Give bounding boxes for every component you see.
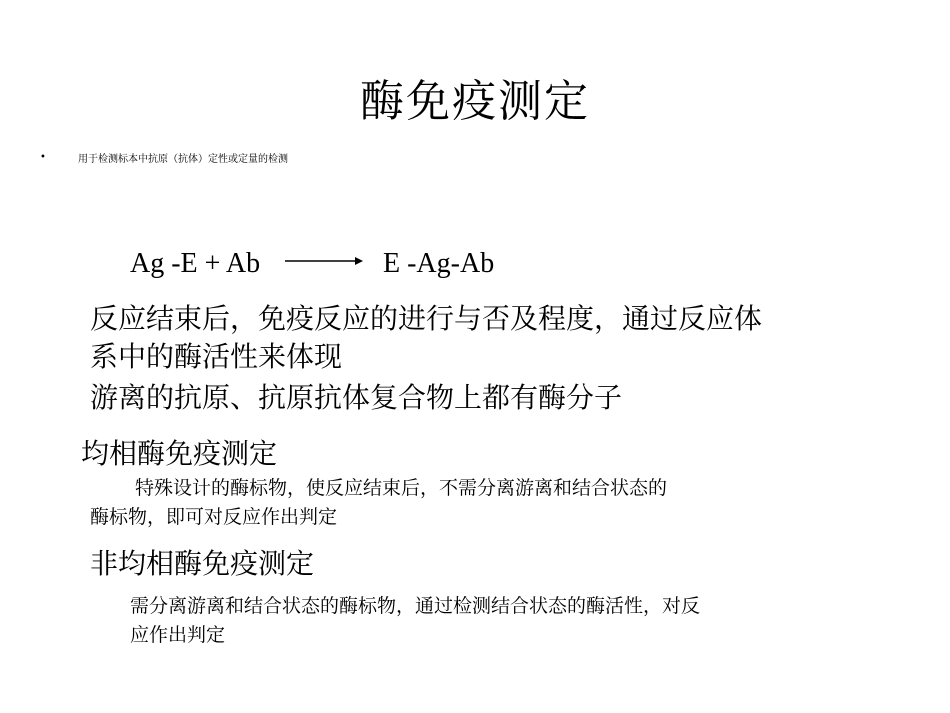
heterogeneous-line1: 需分离游离和结合状态的酶标物，通过检测结合状态的酶活性，对反 xyxy=(130,595,701,617)
paragraph1-line2: 系中的酶活性来体现 xyxy=(90,340,343,373)
bullet-marker: • xyxy=(40,152,46,163)
bullet-text: 用于检测标本中抗原（抗体）定性或定量的检测 xyxy=(78,154,288,165)
paragraph1-line3: 游离的抗原、抗原抗体复合物上都有酶分子 xyxy=(90,381,623,414)
heterogeneous-heading: 非均相酶免疫测定 xyxy=(90,547,315,580)
heterogeneous-line2: 应作出判定 xyxy=(130,624,226,646)
reaction-arrow-icon xyxy=(285,254,363,268)
homogeneous-line2: 酶标物，即可对反应作出判定 xyxy=(90,506,338,528)
equation-reactants: Ag -E + Ab xyxy=(130,248,261,279)
paragraph1-line1: 反应结束后，免疫反应的进行与否及程度，通过反应体 xyxy=(90,302,763,335)
equation-product: E -Ag-Ab xyxy=(383,248,495,279)
homogeneous-line1: 特殊设计的酶标物，使反应结束后，不需分离游离和结合状态的 xyxy=(135,477,668,499)
slide-title: 酶免疫测定 xyxy=(360,76,590,127)
homogeneous-heading: 均相酶免疫测定 xyxy=(81,437,278,470)
